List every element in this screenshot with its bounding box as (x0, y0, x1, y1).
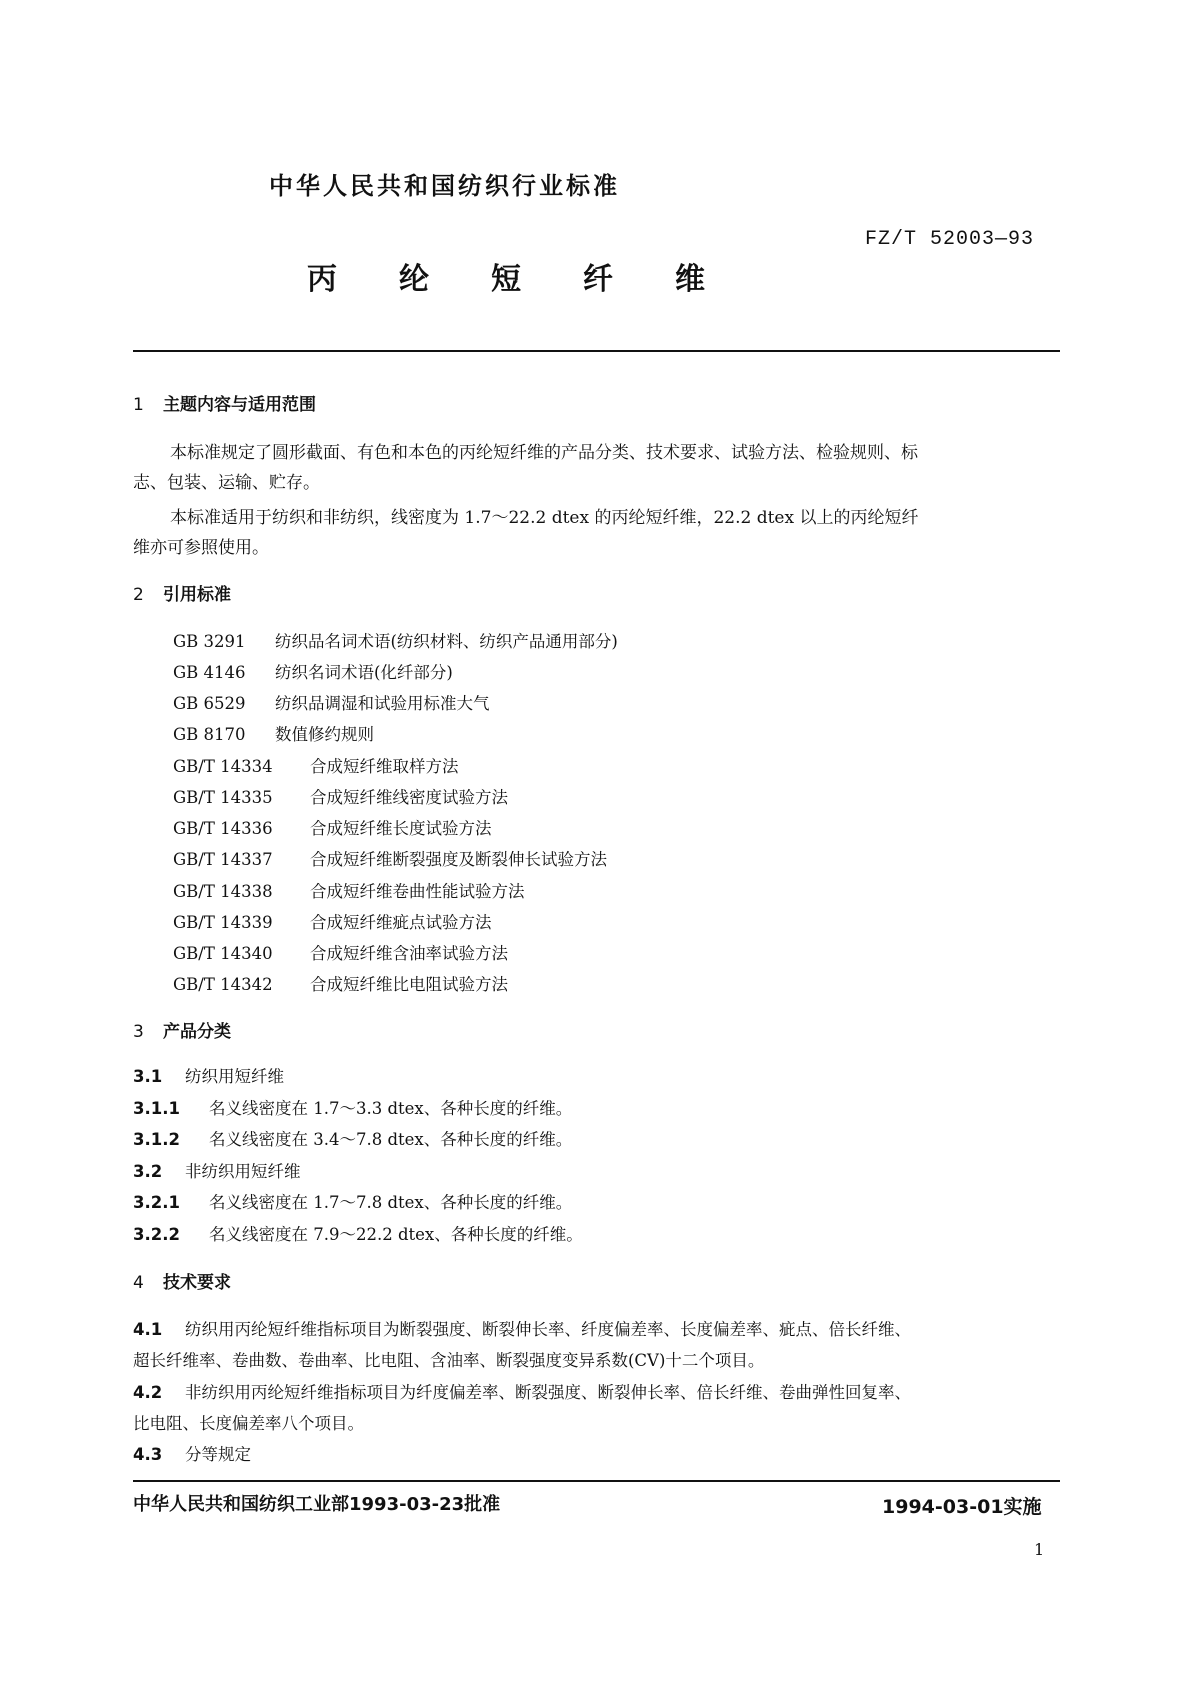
footer-divider (133, 1480, 1060, 1482)
clause-number: 3.1 (133, 1067, 163, 1086)
reference-code: GB 3291 (173, 632, 246, 651)
clause-number: 4.1 (133, 1320, 163, 1339)
clause-number: 4.2 (133, 1383, 163, 1402)
section-title: 产品分类 (163, 1022, 231, 1042)
clause-number: 3.2 (133, 1162, 163, 1181)
clause-text: 名义线密度在 1.7～7.8 dtex、各种长度的纤维。 (209, 1193, 573, 1212)
clause-item (133, 1063, 284, 1087)
section-number: 1 (133, 395, 144, 415)
clause-text: 名义线密度在 1.7～3.3 dtex、各种长度的纤维。 (209, 1099, 573, 1118)
reference-item (173, 659, 453, 683)
header-org-title: 中华人民共和国纺织行业标准 (269, 172, 620, 200)
reference-code: GB/T 14342 (173, 975, 273, 994)
section-heading (133, 1268, 231, 1293)
reference-code: GB/T 14340 (173, 944, 273, 963)
reference-code: GB/T 14336 (173, 819, 273, 838)
clause-item (133, 1158, 301, 1182)
document-title-char: 纤 (583, 262, 613, 297)
clause-number: 3.2.1 (133, 1193, 180, 1212)
section-heading (133, 390, 316, 415)
clause-text: 名义线密度在 7.9～22.2 dtex、各种长度的纤维。 (209, 1225, 583, 1244)
reference-title: 合成短纤维断裂强度及断裂伸长试验方法 (310, 850, 607, 869)
clause-item (133, 1095, 572, 1119)
section-number: 2 (133, 585, 144, 605)
reference-item (173, 909, 492, 933)
paragraph-line: 维亦可参照使用。 (133, 538, 269, 558)
clause-number: 3.2.2 (133, 1225, 180, 1244)
document-title-char: 丙 (307, 262, 337, 297)
reference-code: GB/T 14337 (173, 850, 273, 869)
section-heading (133, 1017, 231, 1042)
clause-text: 名义线密度在 3.4～7.8 dtex、各种长度的纤维。 (209, 1130, 573, 1149)
clause-item (133, 1126, 572, 1150)
reference-item (173, 940, 508, 964)
section-title: 引用标准 (163, 585, 231, 605)
reference-code: GB/T 14339 (173, 913, 273, 932)
reference-code: GB/T 14338 (173, 882, 273, 901)
reference-title: 合成短纤维疵点试验方法 (310, 913, 492, 932)
reference-code: GB 4146 (173, 663, 246, 682)
reference-title: 合成短纤维含油率试验方法 (310, 944, 508, 963)
clause-text: 分等规定 (185, 1445, 251, 1464)
document-title-char: 维 (675, 262, 705, 297)
reference-code: GB 8170 (173, 725, 246, 744)
reference-item (173, 784, 508, 808)
paragraph-line: 本标准适用于纺织和非纺织，线密度为 1.7～22.2 dtex 的丙纶短纤维，22.2 dtex 以上的丙纶短纤 (170, 508, 919, 528)
reference-code: GB 6529 (173, 694, 246, 713)
page-number: 1 (1034, 1540, 1045, 1559)
reference-item (173, 846, 607, 870)
clause-text: 非纺织用丙纶短纤维指标项目为纤度偏差率、断裂强度、断裂伸长率、倍长纤维、卷曲弹性回复率、 (185, 1383, 911, 1402)
section-number: 3 (133, 1022, 144, 1042)
section-title: 主题内容与适用范围 (163, 395, 316, 415)
approval-statement: 中华人民共和国纺织工业部1993-03-23批准 (133, 1494, 501, 1515)
reference-code: GB/T 14335 (173, 788, 273, 807)
clause-text: 纺织用丙纶短纤维指标项目为断裂强度、断裂伸长率、纤度偏差率、长度偏差率、疵点、倍长纤维、 (185, 1320, 911, 1339)
clause-continuation: 比电阻、长度偏差率八个项目。 (133, 1414, 364, 1433)
implementation-date: 1994-03-01实施 (882, 1496, 1042, 1518)
reference-item (173, 878, 525, 902)
document-title (307, 254, 767, 298)
clause-item (133, 1189, 572, 1213)
reference-item (173, 815, 492, 839)
reference-code: GB/T 14334 (173, 757, 273, 776)
reference-item (173, 721, 374, 745)
document-title-char: 短 (491, 262, 521, 297)
reference-title: 合成短纤维卷曲性能试验方法 (310, 882, 525, 901)
clause-item (133, 1316, 911, 1340)
clause-number: 3.1.1 (133, 1099, 180, 1118)
reference-title: 合成短纤维比电阻试验方法 (310, 975, 508, 994)
clause-text: 纺织用短纤维 (185, 1067, 284, 1086)
clause-item (133, 1441, 251, 1465)
section-number: 4 (133, 1273, 144, 1293)
reference-title: 合成短纤维取样方法 (310, 757, 459, 776)
paragraph-line: 本标准规定了圆形截面、有色和本色的丙纶短纤维的产品分类、技术要求、试验方法、检验规则、标 (170, 443, 918, 463)
section-title: 技术要求 (163, 1273, 231, 1293)
reference-title: 合成短纤维线密度试验方法 (310, 788, 508, 807)
clause-text: 非纺织用短纤维 (185, 1162, 301, 1181)
standard-number: FZ/T 52003—93 (865, 228, 1035, 251)
reference-title: 合成短纤维长度试验方法 (310, 819, 492, 838)
reference-item (173, 690, 490, 714)
clause-item (133, 1221, 583, 1245)
reference-title: 纺织名词术语(化纤部分) (275, 663, 453, 682)
document-title-char: 纶 (399, 262, 429, 297)
reference-item (173, 628, 618, 652)
reference-title: 数值修约规则 (275, 725, 374, 744)
header-divider (133, 350, 1060, 352)
paragraph-line: 志、包装、运输、贮存。 (133, 473, 320, 493)
section-heading (133, 580, 231, 605)
reference-item (173, 753, 459, 777)
clause-number: 4.3 (133, 1445, 163, 1464)
reference-item (173, 971, 508, 995)
reference-title: 纺织品名词术语(纺织材料、纺织产品通用部分) (275, 632, 618, 651)
reference-title: 纺织品调湿和试验用标准大气 (275, 694, 490, 713)
clause-number: 3.1.2 (133, 1130, 180, 1149)
clause-item (133, 1379, 911, 1403)
clause-continuation: 超长纤维率、卷曲数、卷曲率、比电阻、含油率、断裂强度变异系数(CV)十二个项目。 (133, 1351, 765, 1370)
